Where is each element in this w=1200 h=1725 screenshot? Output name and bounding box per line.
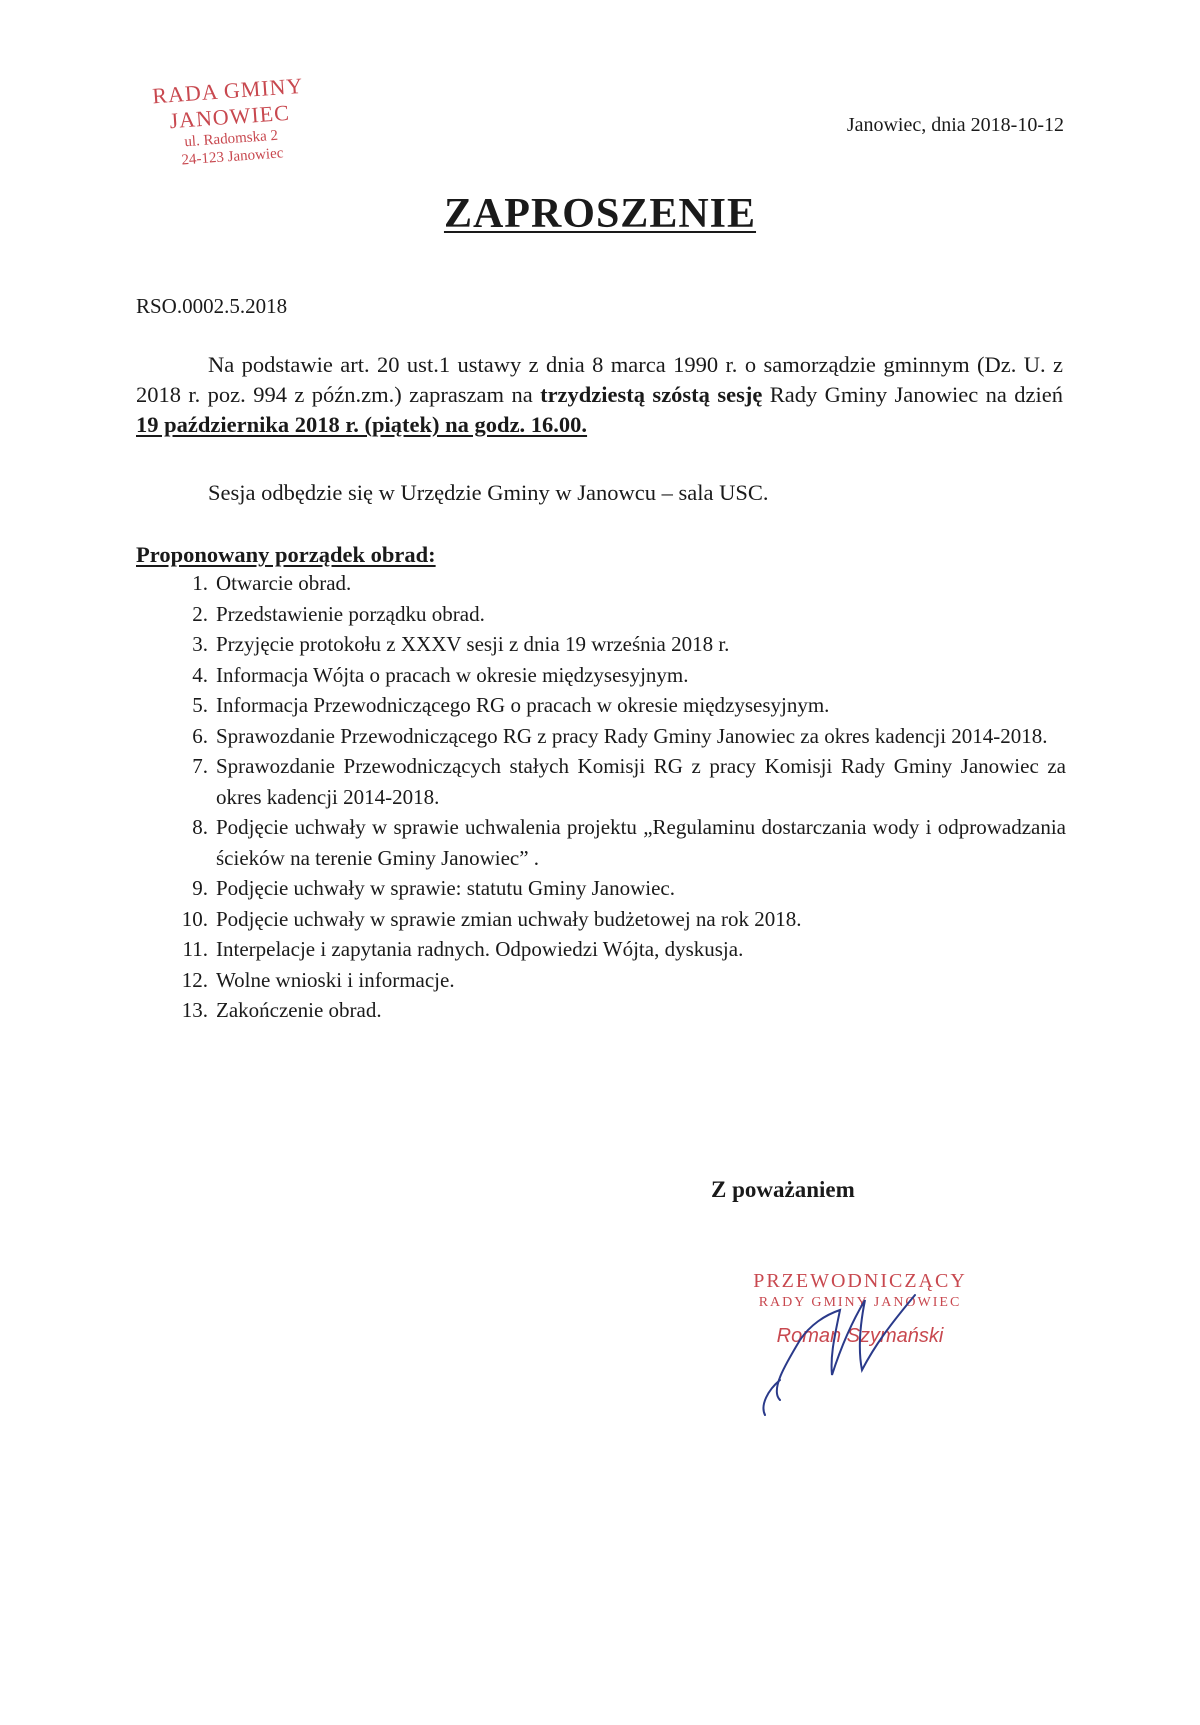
invitation-paragraph bbox=[136, 350, 1063, 440]
stamp-line-2: JANOWIEC bbox=[168, 99, 291, 134]
paragraph-part-2: Rady Gminy Janowiec na dzień bbox=[762, 382, 1063, 407]
agenda-item bbox=[136, 599, 1066, 630]
agenda-item-number: 12. bbox=[181, 967, 208, 992]
agenda-item-number: 13. bbox=[181, 998, 208, 1022]
agenda-item-number: 6. bbox=[192, 723, 208, 748]
handwritten-signature bbox=[740, 1280, 960, 1420]
agenda-item bbox=[136, 751, 1066, 812]
agenda-item bbox=[136, 904, 1066, 935]
document-title: ZAPROSZENIE bbox=[443, 191, 757, 237]
document-title-wrapper bbox=[0, 190, 1200, 238]
agenda-item-text: Interpelacje i zapytania radnych. Odpowiedzi Wójta, dyskusja. bbox=[216, 937, 744, 961]
agenda-item bbox=[136, 995, 1066, 1026]
reference-number: RSO.0002.5.2018 bbox=[136, 294, 288, 318]
agenda-list bbox=[136, 568, 1066, 1026]
agenda-item bbox=[136, 934, 1066, 965]
agenda-item bbox=[136, 690, 1066, 721]
agenda-heading: Proponowany porządek obrad: bbox=[136, 542, 436, 567]
session-place: Sesja odbędzie się w Urzędzie Gminy w Janowcu – sala USC. bbox=[208, 480, 769, 505]
council-stamp bbox=[137, 72, 323, 172]
closing-salutation: Z poważaniem bbox=[711, 1177, 855, 1202]
session-number: trzydziestą szóstą sesję bbox=[540, 382, 763, 407]
agenda-item-text: Zakończenie obrad. bbox=[216, 998, 382, 1022]
agenda-item-number: 5. bbox=[192, 693, 208, 717]
stamp-line-4: 24-123 Janowiec bbox=[180, 145, 284, 169]
agenda-item bbox=[136, 873, 1066, 904]
agenda-item-number: 11. bbox=[182, 937, 208, 961]
agenda-item-text: Wolne wnioski i informacje. bbox=[216, 967, 455, 992]
session-date-time: 19 października 2018 r. (piątek) na godz. 16.00. bbox=[136, 412, 588, 437]
chairman-name: Roman Szymański bbox=[776, 1325, 944, 1347]
agenda-item-text: Otwarcie obrad. bbox=[216, 571, 352, 595]
agenda-item bbox=[136, 965, 1066, 996]
stamp-line-3: ul. Radomska 2 bbox=[183, 127, 279, 151]
agenda-item-text: Przedstawienie porządku obrad. bbox=[216, 601, 485, 626]
agenda-item bbox=[136, 568, 1066, 599]
agenda-item-text: Sprawozdanie Przewodniczących stałych Komisji RG z pracy Komisji Rady Gminy Janowiec za okres kadencji 2014-2018. bbox=[216, 754, 1066, 809]
agenda-item-text: Przyjęcie protokołu z XXXV sesji z dnia 19 września 2018 r. bbox=[216, 632, 730, 656]
agenda-item-number: 8. bbox=[192, 815, 208, 839]
agenda-item-number: 9. bbox=[192, 876, 208, 900]
agenda-item-number: 2. bbox=[192, 601, 208, 626]
paragraph-part-1: Na podstawie art. 20 ust.1 ustawy z dnia 8 marca 1990 r. o samorządzie gminnym (Dz. U. z 2018 r. poz. 994 z późn.zm.) zapraszam na bbox=[136, 352, 1063, 407]
agenda-item-number: 4. bbox=[192, 662, 208, 687]
agenda-item-text: Podjęcie uchwały w sprawie zmian uchwały budżetowej na rok 2018. bbox=[216, 906, 802, 931]
document-date: Janowiec, dnia 2018-10-12 bbox=[846, 114, 1064, 136]
agenda-item-text: Sprawozdanie Przewodniczącego RG z pracy Rady Gminy Janowiec za okres kadencji 2014-2018. bbox=[216, 723, 1048, 748]
agenda-item-number: 7. bbox=[192, 754, 208, 778]
agenda-item-text: Informacja Przewodniczącego RG o pracach w okresie międzysesyjnym. bbox=[216, 693, 830, 717]
agenda-item-text: Informacja Wójta o pracach w okresie międzysesyjnym. bbox=[216, 662, 689, 687]
agenda-item bbox=[136, 629, 1066, 660]
agenda-item bbox=[136, 812, 1066, 873]
agenda-item-text: Podjęcie uchwały w sprawie uchwalenia projektu „Regulaminu dostarczania wody i odprowadzania ścieków na terenie Gminy Janowiec” . bbox=[216, 815, 1066, 870]
agenda-item-number: 1. bbox=[192, 571, 208, 595]
agenda-item-text: Podjęcie uchwały w sprawie: statutu Gminy Janowiec. bbox=[216, 876, 675, 900]
agenda-item bbox=[136, 660, 1066, 691]
stamp-line-1: RADA GMINY bbox=[151, 72, 305, 109]
agenda-item bbox=[136, 721, 1066, 752]
chairman-stamp-line-1: PRZEWODNICZĄCY bbox=[753, 1270, 967, 1292]
agenda-item-number: 3. bbox=[192, 632, 208, 656]
agenda-item-number: 10. bbox=[181, 906, 208, 931]
chairman-stamp-line-2: RADY GMINY JANOWIEC bbox=[758, 1295, 962, 1310]
